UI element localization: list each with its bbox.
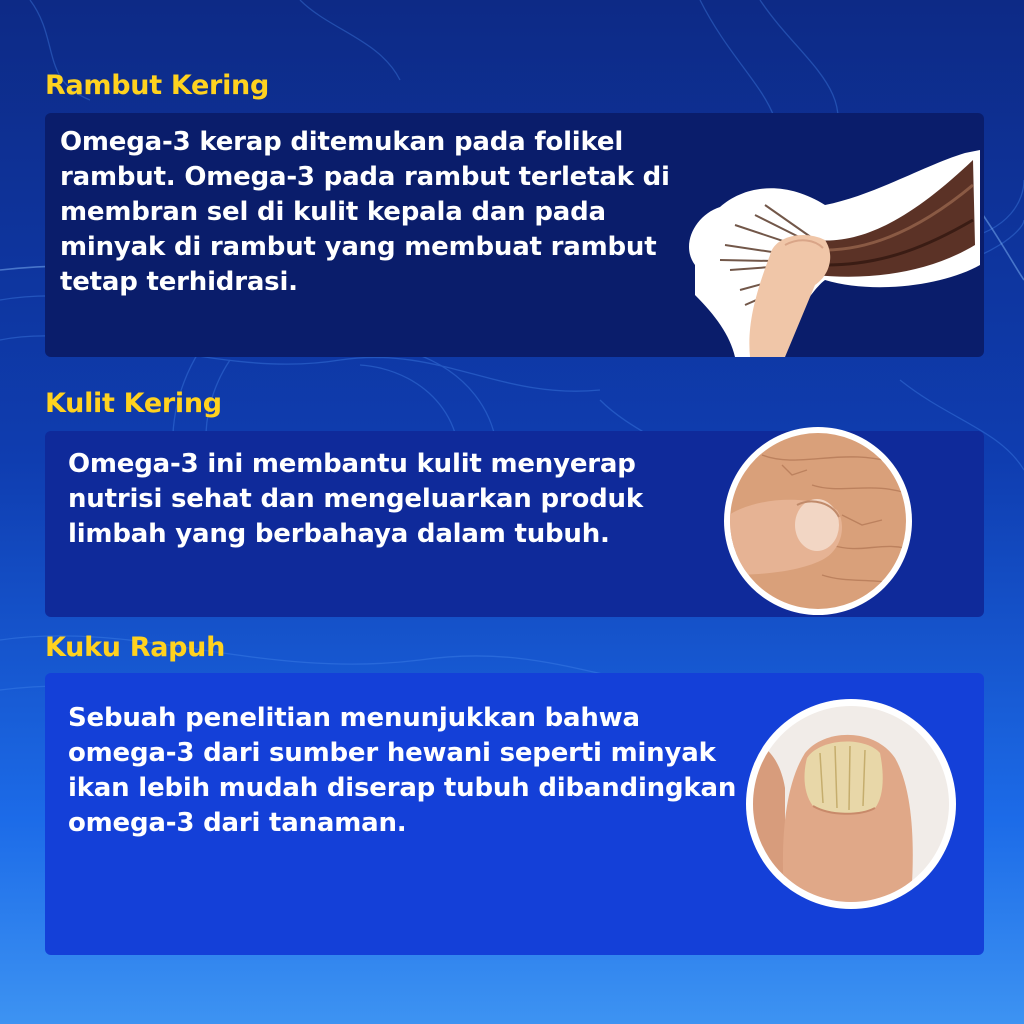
section-title-kulit-kering: Kulit Kering <box>45 388 222 419</box>
info-text-kulit-kering: Omega-3 ini membantu kulit menyerap nutrisi sehat dan mengeluarkan produk limbah yang berbahaya dalam tubuh. <box>68 449 643 549</box>
brittle-toenail-image <box>745 698 957 910</box>
section-title-rambut-kering: Rambut Kering <box>45 70 269 101</box>
section-title-kuku-rapuh: Kuku Rapuh <box>45 632 226 663</box>
finger-pinching-dry-skin-image <box>722 425 914 617</box>
hand-holding-dry-hair-image <box>675 145 985 360</box>
info-text-kuku-rapuh: Sebuah penelitian menunjukkan bahwa omega-3 dari sumber hewani seperti minyak ikan lebih mudah diserap tubuh dibandingkan omega-3 dari tanaman. <box>68 703 737 838</box>
info-text-rambut-kering: Omega-3 kerap ditemukan pada folikel rambut. Omega-3 pada rambut terletak di membran sel di kulit kepala dan pada minyak di rambut yang membuat rambut tetap terhidrasi. <box>60 127 670 297</box>
